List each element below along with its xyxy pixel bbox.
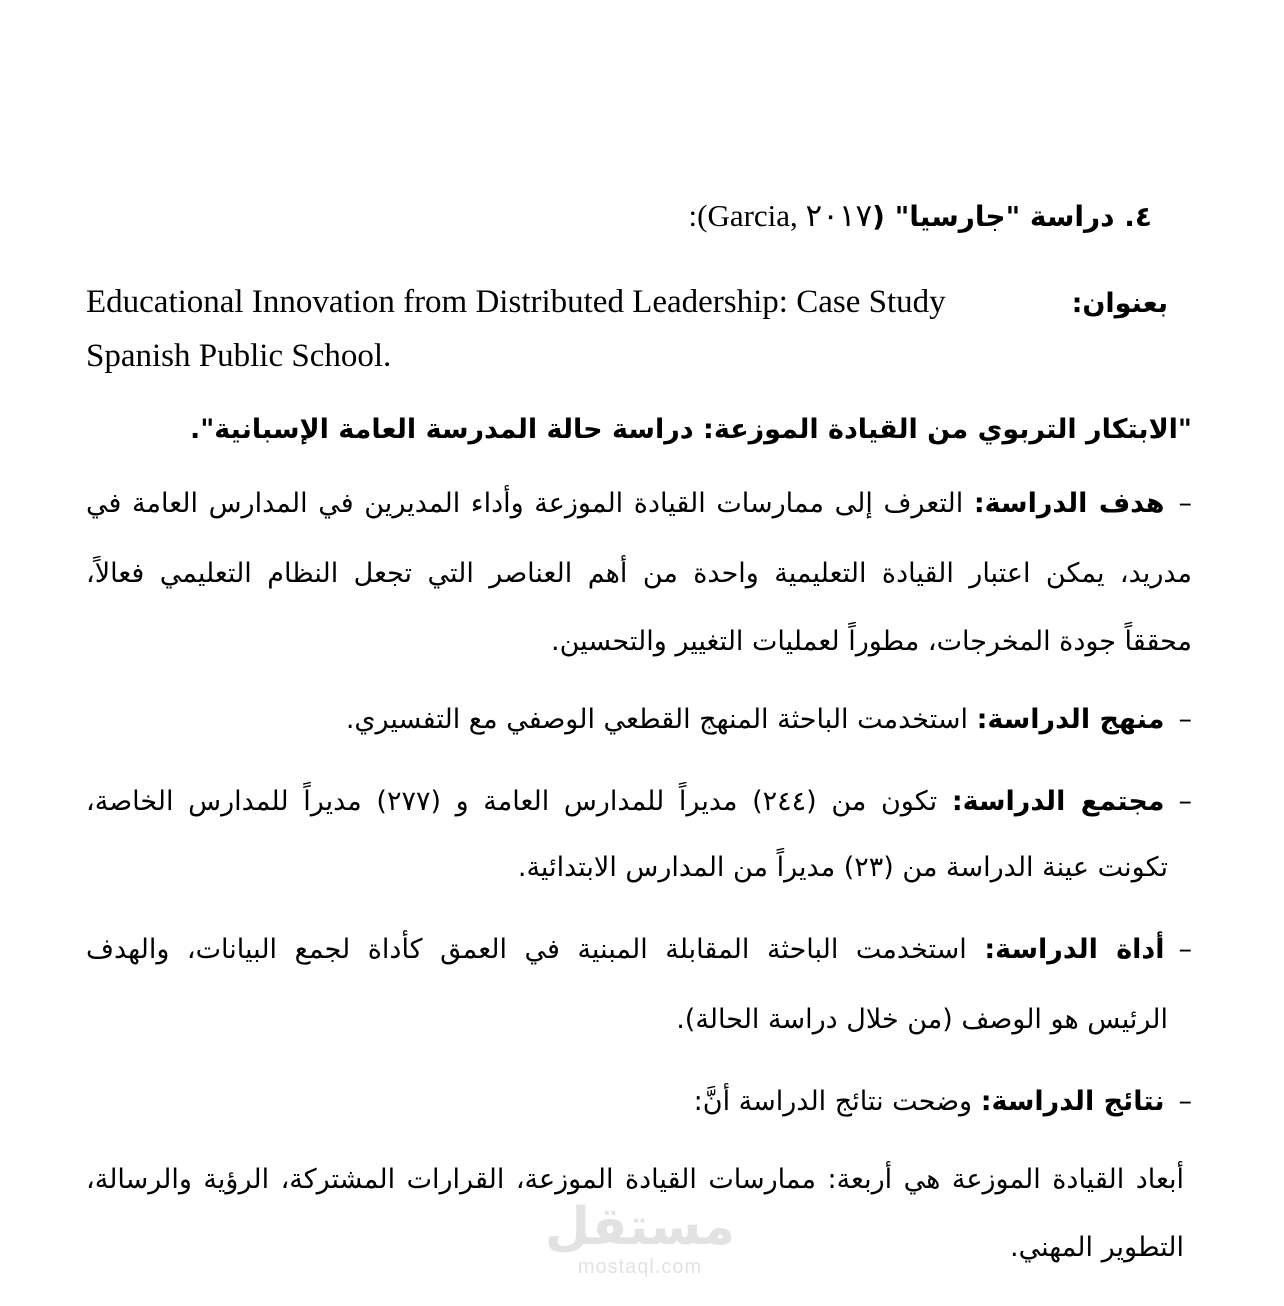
study-heading-arabic: ٤. دراسة "جارسيا" (: [872, 200, 1152, 233]
bullet-dash: –: [1178, 786, 1193, 817]
goal-label: هدف الدراسة:: [973, 488, 1165, 519]
watermark-arabic: مستقل: [544, 1197, 736, 1257]
method-label: منهج الدراسة:: [976, 704, 1165, 735]
watermark-latin: mostaql.com: [577, 1256, 703, 1278]
title-english-line2: Spanish Public School.: [86, 338, 392, 374]
method-text: استخدمت الباحثة المنهج القطعي الوصفي مع التفسيري.: [345, 704, 977, 735]
tool-line1: [86, 930, 1192, 970]
study-heading-close: ):: [688, 198, 708, 233]
title-english-line1: Educational Innovation from Distributed Leadership: Case Study: [86, 284, 946, 320]
results-label: نتائج الدراسة:: [980, 1086, 1165, 1117]
results-text: وضحت نتائج الدراسة أنَّ:: [693, 1086, 981, 1117]
study-heading: [689, 196, 1153, 237]
population-text-line1: تكون من (٢٤٤) مديراً للمدارس العامة و (٢٧٧) مديراً للمدارس الخاصة،: [86, 786, 952, 817]
title-arabic: "الابتكار التربوي من القيادة الموزعة: دراسة حالة المدرسة العامة الإسبانية".: [189, 414, 1192, 445]
population-line2: تكونت عينة الدراسة من (٢٣) مديراً من المدارس الابتدائية.: [517, 852, 1168, 883]
results-line: [694, 1082, 1192, 1122]
bullet-dash: –: [1178, 934, 1193, 965]
method-line: [346, 700, 1192, 740]
bullet-dash: –: [1178, 1086, 1192, 1117]
dimensions-line1: أبعاد القيادة الموزعة هي أربعة: ممارسات القيادة الموزعة، القرارات المشتركة، الرؤية والرسالة،: [86, 1164, 1184, 1195]
goal-line3: محققاً جودة المخرجات، مطوراً لعمليات التغيير والتحسين.: [551, 626, 1192, 657]
goal-line1: [86, 484, 1192, 524]
bullet-dash: –: [1178, 704, 1192, 735]
population-label: مجتمع الدراسة:: [951, 786, 1165, 817]
study-heading-latin: Garcia, ٢٠١٧: [707, 198, 873, 233]
tool-text-line1: استخدمت الباحثة المقابلة المبنية في العمق كأداة لجمع البيانات، والهدف: [86, 934, 985, 965]
mostaql-watermark: [540, 1198, 740, 1278]
dimensions-line2: التطوير المهني.: [1010, 1232, 1184, 1263]
population-line1: [86, 782, 1192, 822]
goal-line2: مدريد، يمكن اعتبار القيادة التعليمية واحدة من أهم العناصر التي تجعل النظام التعليمي فعالاً،: [86, 558, 1192, 589]
bullet-dash: –: [1178, 488, 1192, 519]
tool-label: أداة الدراسة:: [984, 934, 1165, 965]
tool-line2: الرئيس هو الوصف (من خلال دراسة الحالة).: [676, 1004, 1168, 1035]
goal-text-line1: التعرف إلى ممارسات القيادة الموزعة وأداء المديرين في المدارس العامة في: [86, 488, 974, 519]
title-label: بعنوان:: [1071, 288, 1168, 319]
